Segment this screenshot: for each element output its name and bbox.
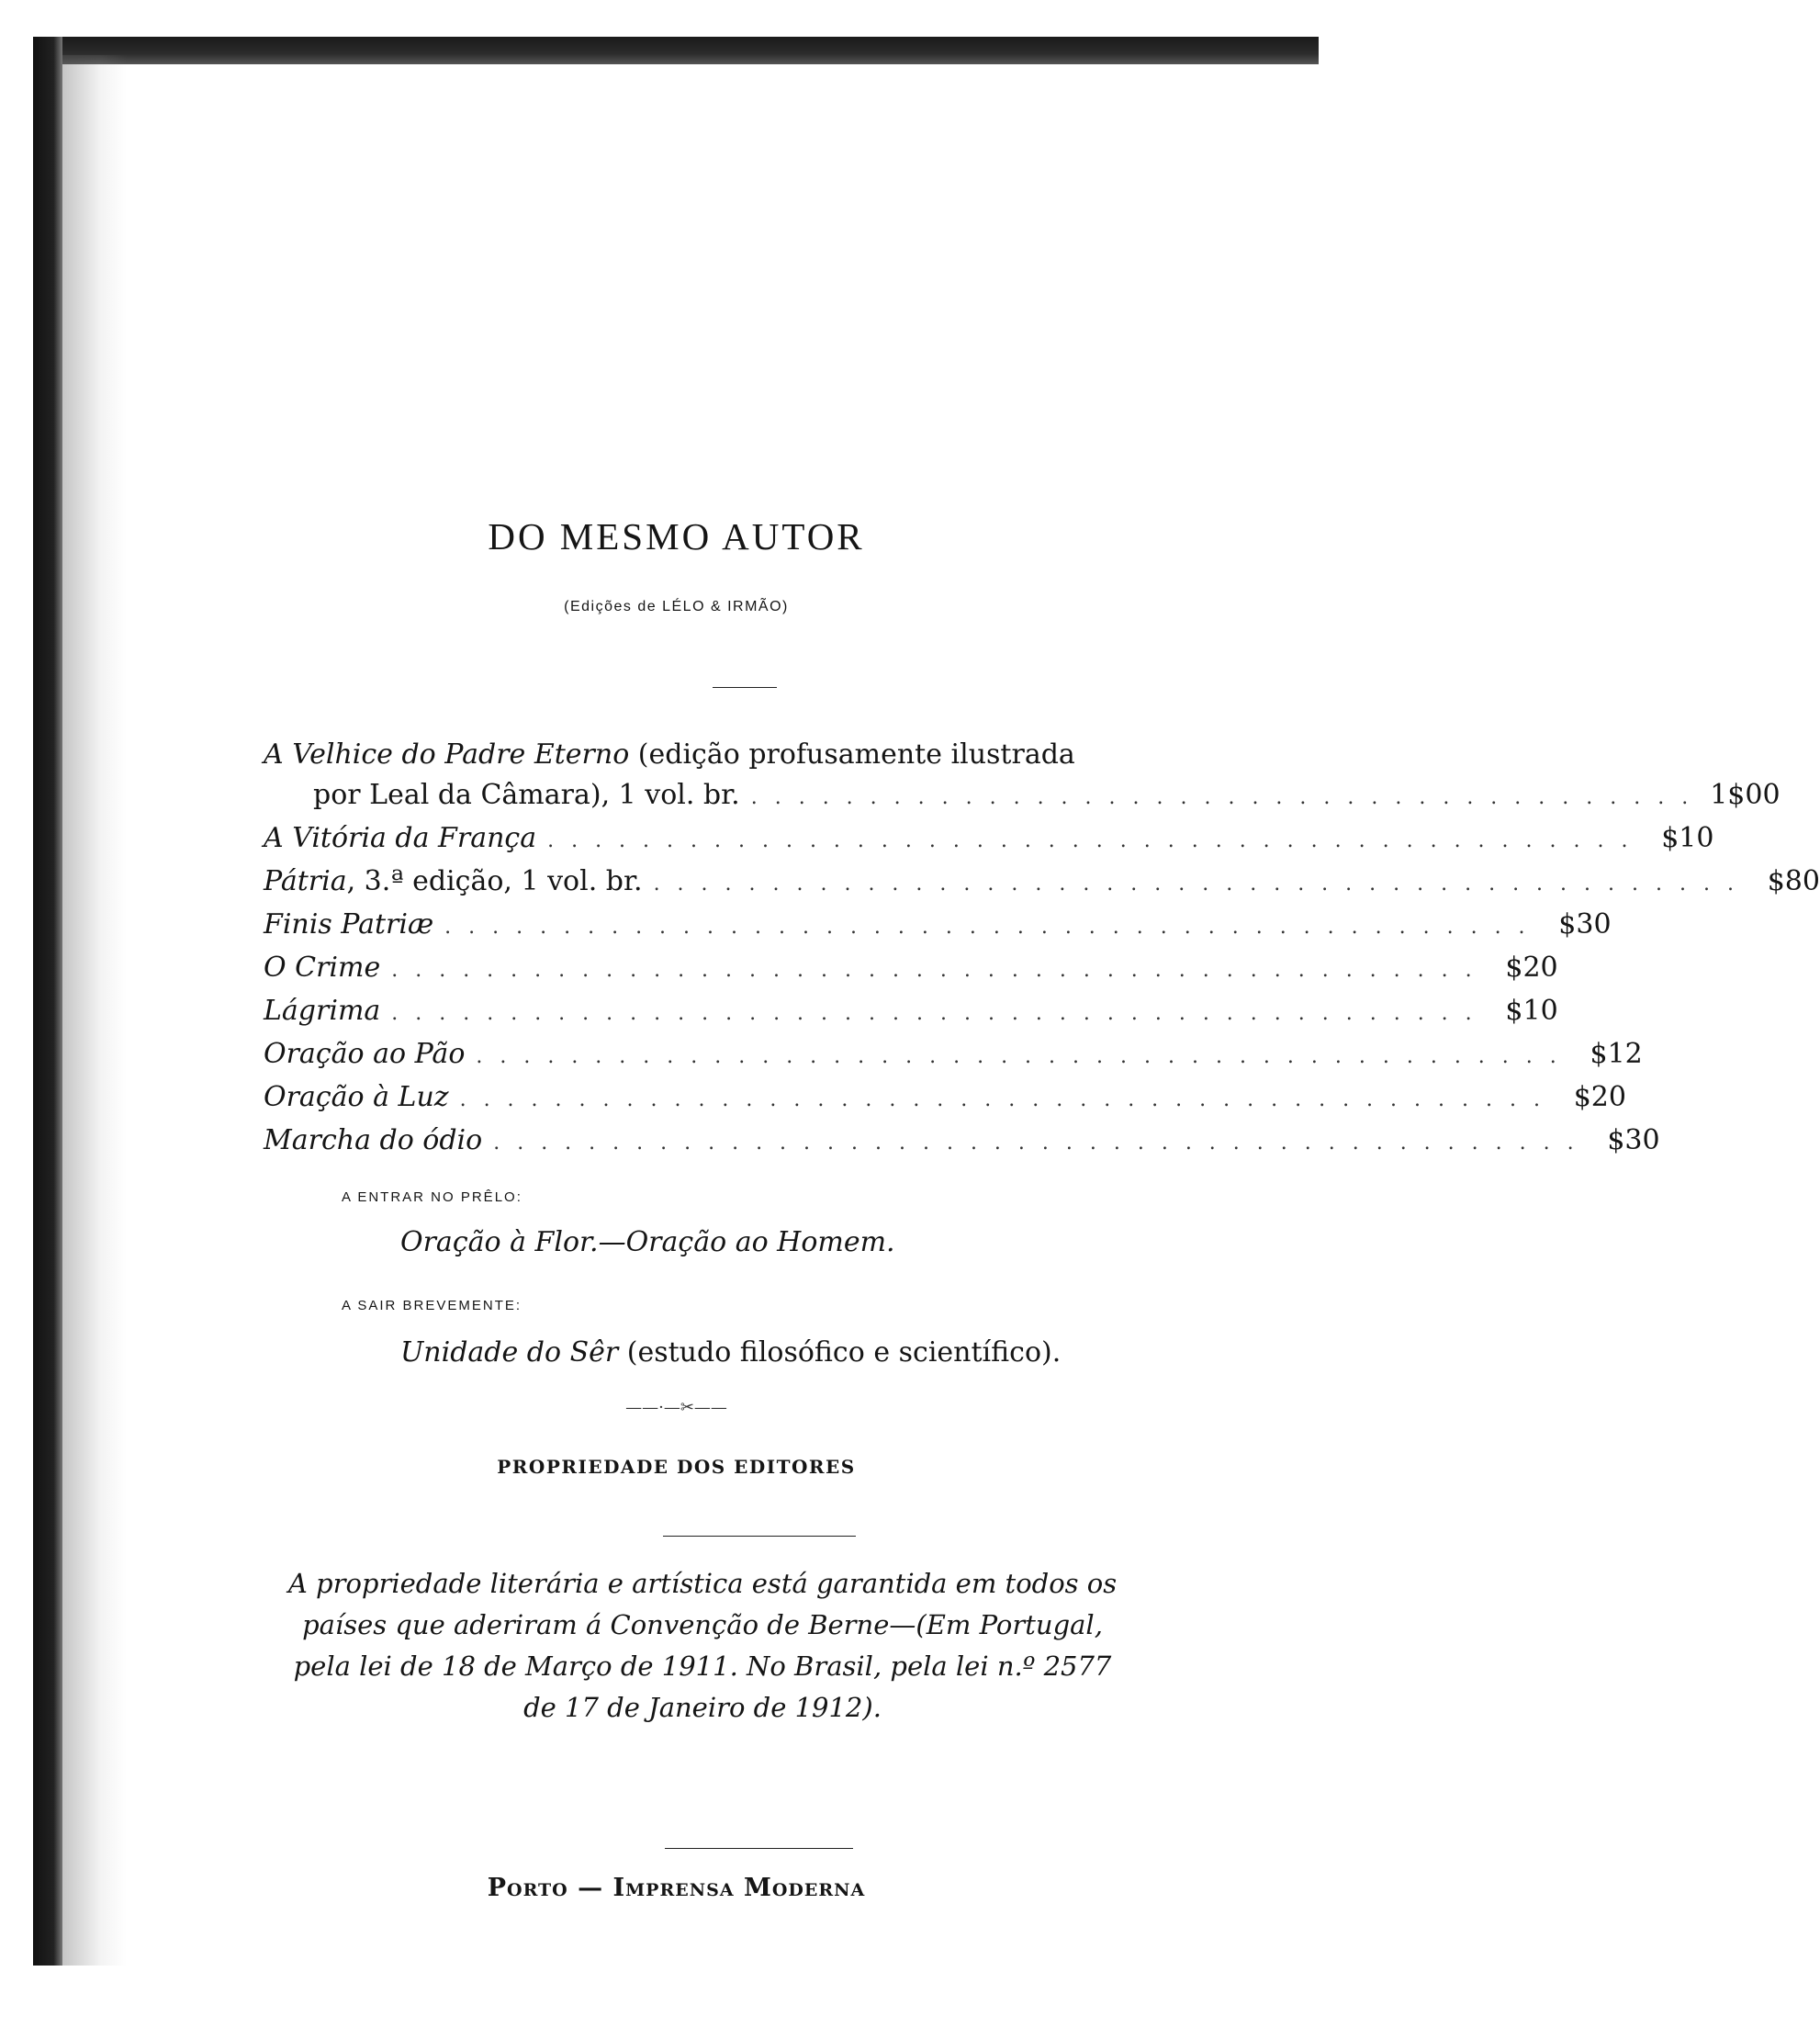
leader-dots: . . . . . . . . . . . . . . . . . . . . . . . . . . . . . . . . . . . . . . . . . . . . . . bbox=[493, 1132, 1579, 1155]
catalog-price: $30 bbox=[1607, 1124, 1660, 1156]
ornament-divider: ——·—✂—— bbox=[625, 1398, 727, 1417]
catalog-title: Pátria bbox=[264, 865, 347, 897]
catalog-title: A Velhice do Padre Eterno bbox=[264, 738, 630, 771]
catalog-price: $12 bbox=[1590, 1038, 1643, 1070]
catalog-note-continuation: por Leal da Câmara), 1 vol. br. bbox=[313, 779, 740, 811]
rights-divider bbox=[663, 1536, 856, 1537]
catalog-price: 1$00 bbox=[1710, 779, 1781, 811]
catalog-entry bbox=[264, 905, 1612, 948]
catalog-title: A Vitória da França bbox=[264, 822, 537, 854]
catalog-entry bbox=[264, 1121, 1660, 1164]
in-press-titles: Oração à Flor.—Oração ao Homem. bbox=[400, 1226, 895, 1258]
catalog-entry bbox=[264, 1077, 1626, 1121]
catalog-title: Oração à Luz bbox=[264, 1081, 449, 1113]
printer-divider bbox=[665, 1848, 853, 1849]
leader-dots: . . . . . . . . . . . . . . . . . . . . . . . . . . . . . . . . . . . . . . . . bbox=[750, 786, 1694, 809]
coming-soon-note: (estudo filosófico e scientífico). bbox=[618, 1336, 1062, 1369]
coming-soon-work bbox=[400, 1336, 1061, 1369]
section-heading: DO MESMO AUTOR bbox=[488, 515, 865, 558]
catalog-price: $30 bbox=[1558, 908, 1612, 941]
catalog-note: (edição profusamente ilustrada bbox=[629, 738, 1075, 771]
catalog-entry-first-continuation bbox=[264, 775, 1781, 818]
leader-dots: . . . . . . . . . . . . . . . . . . . . . . . . . . . . . . . . . . . . . . . . . . . . . . bbox=[476, 1045, 1562, 1068]
publisher-subheading: (Edições de LÉLO & IRMÃO) bbox=[564, 599, 789, 614]
catalog-title: Lágrima bbox=[264, 995, 381, 1027]
catalog-price: $10 bbox=[1661, 822, 1714, 854]
catalog-entry-first bbox=[264, 735, 1246, 775]
works-catalog bbox=[264, 735, 1820, 1164]
coming-soon-title: Unidade do Sêr bbox=[400, 1336, 619, 1369]
catalog-price: $20 bbox=[1573, 1081, 1626, 1113]
leader-dots: . . . . . . . . . . . . . . . . . . . . . . . . . . . . . . . . . . . . . . . . . . . . . . bbox=[391, 959, 1477, 982]
catalog-price: $80 bbox=[1767, 865, 1820, 897]
catalog-entry bbox=[264, 862, 1820, 905]
in-press-label: A ENTRAR NO PRÊLO: bbox=[342, 1189, 522, 1205]
catalog-entry bbox=[264, 991, 1558, 1034]
catalog-title: Finis Patriæ bbox=[264, 908, 434, 941]
catalog-items bbox=[264, 818, 1820, 1164]
catalog-price: $20 bbox=[1505, 952, 1558, 984]
leader-dots: . . . . . . . . . . . . . . . . . . . . . . . . . . . . . . . . . . . . . . . . . . . . . . bbox=[444, 916, 1531, 939]
catalog-entry bbox=[264, 948, 1558, 991]
short-divider bbox=[713, 687, 777, 688]
copyright-notice: A propriedade literária e artística está garantida em todos os países que aderiram á Convenção de Berne—(Em Portugal, pela lei de 18 de Março de 1911. No Brasil, pela lei n.º 2577 de 17 de Janeiro de 1912). bbox=[287, 1568, 1118, 1723]
coming-soon-label: A SAIR BREVEMENTE: bbox=[342, 1298, 522, 1313]
catalog-note: , 3.ª edição, 1 vol. br. bbox=[346, 865, 643, 897]
leader-dots: . . . . . . . . . . . . . . . . . . . . . . . . . . . . . . . . . . . . . . . . . . . . . . bbox=[391, 1002, 1477, 1025]
scan-top-edge bbox=[33, 37, 1319, 64]
catalog-entry bbox=[264, 1034, 1643, 1077]
catalog-title: O Crime bbox=[264, 952, 381, 984]
leader-dots: . . . . . . . . . . . . . . . . . . . . . . . . . . . . . . . . . . . . . . . . . . . . . . bbox=[547, 829, 1634, 852]
editors-rights: PROPRIEDADE DOS EDITORES bbox=[497, 1456, 856, 1478]
leader-dots: . . . . . . . . . . . . . . . . . . . . . . . . . . . . . . . . . . . . . . . . . . . . . . bbox=[653, 873, 1739, 896]
scan-gutter-shadow bbox=[62, 55, 127, 1966]
in-press-works bbox=[400, 1226, 895, 1258]
catalog-title: Marcha do ódio bbox=[264, 1124, 483, 1156]
catalog-title: Oração ao Pão bbox=[264, 1038, 466, 1070]
scan-left-edge bbox=[33, 37, 62, 1966]
catalog-entry bbox=[264, 818, 1714, 862]
catalog-price: $10 bbox=[1505, 995, 1558, 1027]
leader-dots: . . . . . . . . . . . . . . . . . . . . . . . . . . . . . . . . . . . . . . . . . . . . . . bbox=[459, 1088, 1545, 1111]
printer-imprint: Porto — Imprensa Moderna bbox=[487, 1874, 866, 1902]
